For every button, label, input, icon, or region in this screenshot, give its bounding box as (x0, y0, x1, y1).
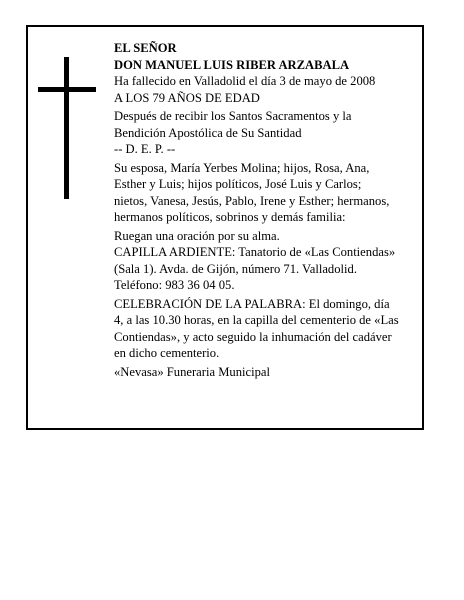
funeral-home-line: «Nevasa» Funeraria Municipal (114, 364, 270, 379)
rip-line: -- D. E. P. -- (114, 142, 176, 156)
cross-vertical-bar (64, 57, 69, 199)
cross-icon (38, 57, 98, 199)
celebration-paragraph (114, 296, 426, 362)
death-date-line: Ha fallecido en Valladolid el día 3 de mayo de 2008 (114, 74, 376, 88)
family-line: Su esposa, María Yerbes Molina; hijos, Rosa, Ana, (114, 160, 370, 175)
chapel-line: CAPILLA ARDIENTE: Tanatorio de «Las Contiendas» (114, 245, 396, 259)
chapel-paragraph (114, 244, 426, 294)
sacraments-paragraph (114, 108, 426, 141)
notice-text (114, 40, 426, 380)
chapel-line: Teléfono: 983 36 04 05. (114, 278, 235, 292)
family-paragraph (114, 160, 426, 226)
sacraments-line: Bendición Apostólica de Su Santidad (114, 125, 302, 140)
family-line: hermanos políticos, sobrinos y demás familia: (114, 210, 346, 224)
family-line: Esther y Luis; hijos políticos, José Luis y Carlos; (114, 177, 362, 191)
sacraments-line: Después de recibir los Santos Sacramentos y la (114, 109, 352, 123)
prayer-line: Ruegan una oración por su alma. (114, 228, 280, 243)
cross-horizontal-bar (38, 87, 96, 92)
celebration-line: CELEBRACIÓN DE LA PALABRA: El domingo, día (114, 296, 390, 311)
age-line: A LOS 79 AÑOS DE EDAD (114, 90, 260, 105)
obituary-notice (26, 25, 424, 430)
celebration-line: 4, a las 10.30 horas, en la capilla del cementerio de «Las (114, 313, 399, 327)
celebration-line: en dicho cementerio. (114, 346, 220, 360)
deceased-name: DON MANUEL LUIS RIBER ARZABALA (114, 57, 350, 72)
chapel-line: (Sala 1). Avda. de Gijón, número 71. Valladolid. (114, 261, 357, 276)
celebration-line: Contiendas», y acto seguido la inhumación del cadáver (114, 329, 392, 344)
deceased-title: EL SEÑOR (114, 41, 177, 55)
family-line: nietos, Vanesa, Jesús, Pablo, Irene y Esther; hermanos, (114, 193, 390, 208)
